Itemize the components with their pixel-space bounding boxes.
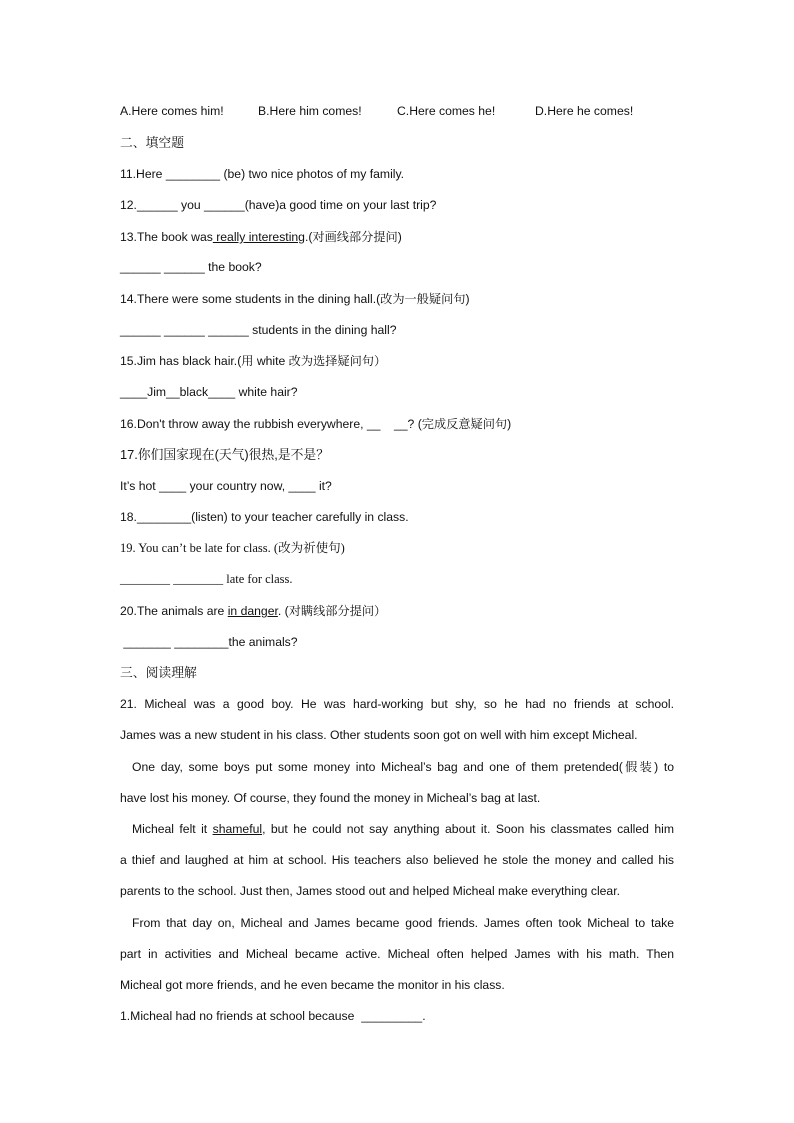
q13-text: 13.The book was — [120, 230, 213, 244]
q20-underlined: in danger — [227, 604, 278, 618]
option-b: B.Here him comes! — [258, 104, 362, 118]
passage-line: have lost his money. Of course, they found the money in Micheal’s bag at last. — [120, 791, 541, 805]
question-19-answer-line: ________ ________ late for class. — [120, 572, 293, 586]
question-20 — [120, 603, 386, 619]
question-17: 17.你们国家现在(天气)很热,是不是？ — [120, 447, 330, 462]
question-17-answer-line: It’s hot ____ your country now, ____ it? — [120, 479, 332, 493]
question-18: 18.________(listen) to your teacher carefully in class. — [120, 510, 409, 524]
question-15-answer-line: ____Jim__black____ white hair? — [120, 385, 298, 399]
question-20-answer-line: _______ ________the animals? — [120, 635, 298, 649]
reading-question-1: 1.Micheal had no friends at school because _________. — [120, 1009, 426, 1023]
question-15: 15.Jim has black hair.(用 white 改为选择疑问句） — [120, 354, 387, 368]
passage-line: One day, some boys put some money into Micheal’s bag and one of them pretended(假装) to — [132, 760, 674, 774]
passage-line: Micheal got more friends, and he even became the monitor in his class. — [120, 978, 505, 992]
q13-underlined: really interesting — [212, 230, 305, 244]
passage-line: parents to the school. Just then, James stood out and helped Micheal make everything clear. — [120, 884, 620, 898]
question-13 — [120, 229, 402, 245]
passage-line: 21. Micheal was a good boy. He was hard-working but shy, so he had no friends at school. — [120, 697, 674, 711]
passage-underlined-word: shameful — [212, 822, 263, 836]
option-a: A.Here comes him! — [120, 104, 224, 118]
passage-line: From that day on, Micheal and James became good friends. James often took Micheal to take — [132, 916, 674, 930]
question-19: 19. You can’t be late for class. (改为祈使句) — [120, 541, 345, 555]
question-14-answer-line: ______ ______ ______ students in the dining hall? — [120, 323, 397, 337]
question-11: 11.Here ________ (be) two nice photos of my family. — [120, 167, 405, 181]
question-12: 12.______ you ______(have)a good time on your last trip? — [120, 198, 437, 212]
q13-instruction: .(对画线部分提问) — [304, 230, 402, 244]
passage-line: a thief and laughed at him at school. His teachers also believed he stole the money and called his — [120, 853, 674, 867]
question-13-answer-line: ______ ______ the book? — [120, 260, 262, 274]
section-3-title: 三、阅读理解 — [120, 665, 197, 680]
q20-instruction: . (对瞒线部分提问） — [277, 604, 387, 618]
section-2-title: 二、填空题 — [120, 135, 184, 150]
option-d: D.Here he comes! — [535, 104, 634, 118]
question-16: 16.Don't throw away the rubbish everywhere, __ __? (完成反意疑问句) — [120, 417, 512, 431]
passage-line: part in activities and Micheal became active. Micheal often helped James with his math. Then — [120, 947, 674, 961]
option-c: C.Here comes he! — [397, 104, 496, 118]
question-14: 14.There were some students in the dining hall.(改为一般疑问句) — [120, 292, 470, 306]
passage-line: James was a new student in his class. Other students soon got on well with him except Micheal. — [120, 728, 638, 742]
q20-text: 20.The animals are — [120, 604, 228, 618]
passage-line: Micheal felt it shameful, but he could not say anything about it. Soon his classmates called him — [132, 822, 674, 836]
